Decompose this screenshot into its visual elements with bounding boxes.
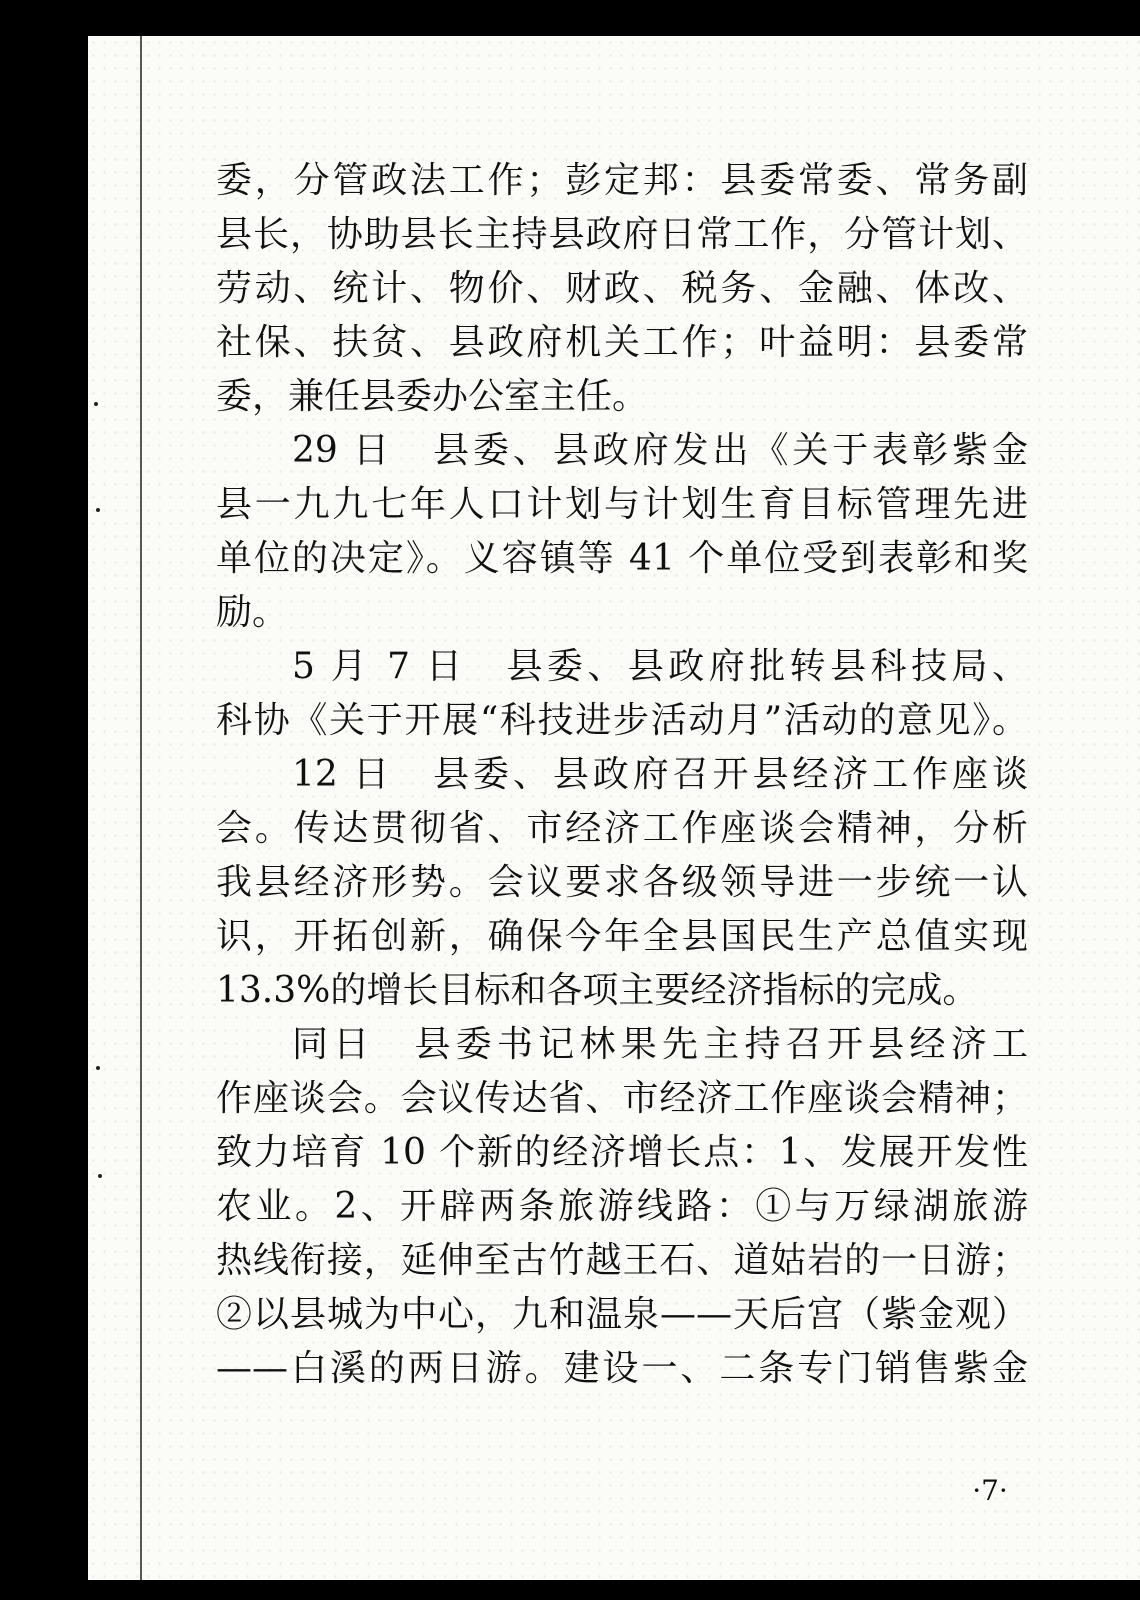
entry-date: 12 日 <box>292 754 394 795</box>
margin-mark <box>96 1066 100 1070</box>
entry-date: 29 日 <box>292 430 394 471</box>
text-line: 县一九九七年人口计划与计划生育目标管理先进 <box>216 484 1028 525</box>
scanned-page <box>88 36 1140 1580</box>
text-line: 致力培育 10 个新的经济增长点：1、发展开发性 <box>216 1132 1028 1173</box>
text-line: 县长，协助县长主持县政府日常工作，分管计划、 <box>216 214 1028 255</box>
text-line: 单位的决定》。义容镇等 41 个单位受到表彰和奖 <box>216 538 1028 579</box>
margin-rule <box>140 36 142 1580</box>
text-line: 13.3%的增长目标和各项主要经济指标的完成。 <box>216 970 979 1011</box>
text-line: 科协《关于开展“科技进步活动月”活动的意见》。 <box>216 700 1028 741</box>
entry-line: 同日 县委书记林果先主持召开县经济工 <box>292 1024 1028 1065</box>
text-line: 我县经济形势。会议要求各级领导进一步统一认 <box>216 862 1028 903</box>
page-number: ·7· <box>972 1474 1008 1507</box>
entry-date: 同日 <box>292 1024 375 1065</box>
text-line: 社保、扶贫、县政府机关工作；叶益明：县委常 <box>216 322 1028 363</box>
text-line: ——白溪的两日游。建设一、二条专门销售紫金 <box>216 1348 1028 1389</box>
body-text <box>216 154 1028 1396</box>
text-line: 劳动、统计、物价、财政、税务、金融、体改、 <box>216 268 1028 309</box>
text-line: 会。传达贯彻省、市经济工作座谈会精神，分析 <box>216 808 1028 849</box>
margin-mark <box>98 1174 102 1178</box>
text-line: 励。 <box>216 592 289 633</box>
text-line: 热线衔接，延伸至古竹越王石、道姑岩的一日游； <box>216 1240 1028 1281</box>
margin-mark <box>94 402 98 406</box>
entry-line: 29 日 县委、县政府发出《关于表彰紫金 <box>292 430 1028 471</box>
entry-date: 5 月 7 日 <box>292 646 467 687</box>
text-line: 识，开拓创新，确保今年全县国民生产总值实现 <box>216 916 1028 957</box>
text-line: 委，分管政法工作；彭定邦：县委常委、常务副 <box>216 160 1028 201</box>
text-line: 委，兼任县委办公室主任。 <box>216 376 649 417</box>
entry-line: 12 日 县委、县政府召开县经济工作座谈 <box>292 754 1028 795</box>
entry-line: 5 月 7 日 县委、县政府批转县科技局、 <box>292 646 1028 687</box>
text-line: 作座谈会。会议传达省、市经济工作座谈会精神； <box>216 1078 1028 1119</box>
margin-mark <box>96 508 100 512</box>
text-line: 农业。2、开辟两条旅游线路：①与万绿湖旅游 <box>216 1186 1028 1227</box>
text-line: ②以县城为中心，九和温泉——天后宫（紫金观） <box>216 1294 1028 1335</box>
